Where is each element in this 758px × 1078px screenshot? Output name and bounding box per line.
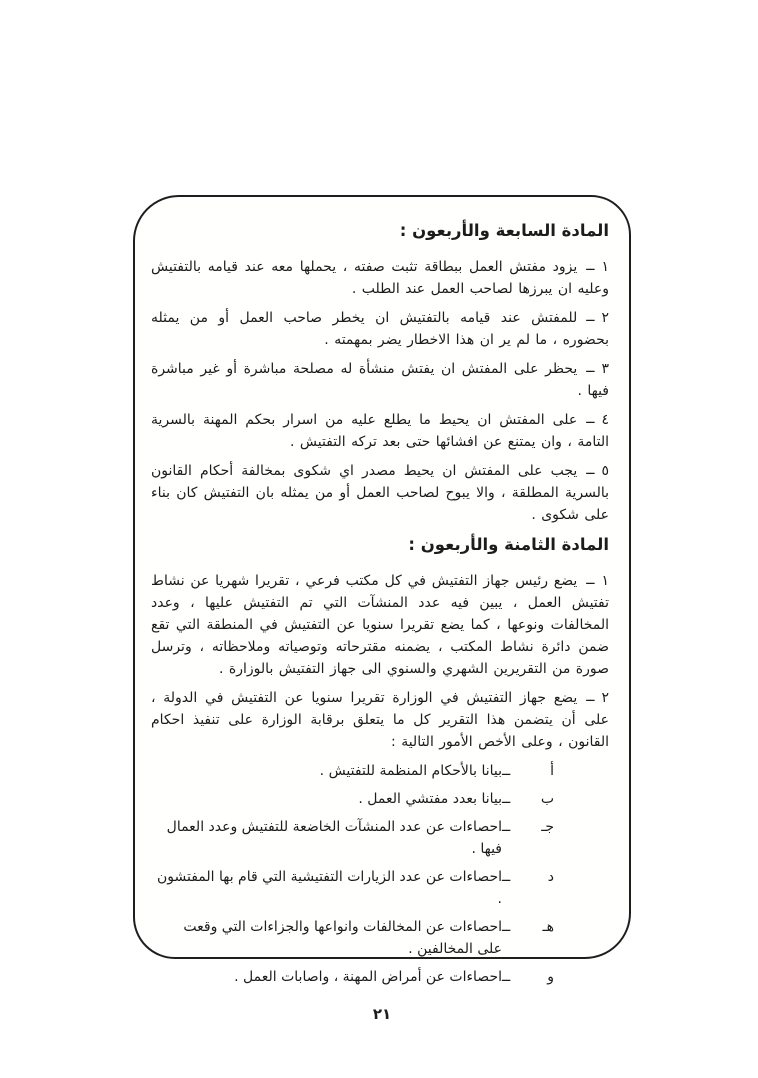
article-48-sub-item-list — [151, 760, 554, 988]
sub-item-marker — [502, 760, 554, 782]
item-dash: ــ — [502, 819, 511, 835]
article-47-item-5 — [151, 460, 609, 526]
sub-item-h — [151, 916, 554, 960]
sub-item-marker — [502, 788, 554, 810]
sub-item-text: احصاءات عن عدد الزيارات التفتيشية التي قام بها المفتشون . — [156, 869, 502, 907]
item-dash: ــ — [586, 411, 595, 427]
sub-item-letter: ب — [540, 791, 554, 807]
item-text: يزود مفتش العمل ببطاقة تثبت صفته ، يحملها معه عند قيامه بالتفتيش وعليه ان يبرزها لصاحب العمل عند الطلب . — [151, 259, 609, 297]
item-number: ١ — [601, 573, 609, 589]
article-47-item-2 — [151, 307, 609, 351]
article-47-item-1 — [151, 256, 609, 300]
sub-item-b — [151, 788, 554, 810]
item-number: ٥ — [601, 463, 609, 479]
sub-item-letter: و — [547, 969, 554, 985]
sub-item-letter: هـ — [542, 919, 554, 935]
item-dash: ــ — [502, 869, 511, 885]
sub-item-letter: أ — [550, 763, 554, 779]
item-number: ١ — [601, 259, 609, 275]
item-text: يضع جهاز التفتيش في الوزارة تقريرا سنويا عن التفتيش في الدولة ، على أن يتضمن هذا التقرير كل ما يتعلق برقابة الوزارة على تنفيذ احكام القانون ، وعلى الأخص الأمور التالية : — [151, 690, 609, 750]
sub-item-text: احصاءات عن عدد المنشآت الخاضعة للتفتيش وعدد العمال فيها . — [166, 819, 502, 857]
sub-item-text: بيانا بالأحكام المنظمة للتفتيش . — [319, 763, 502, 779]
item-dash: ــ — [586, 572, 595, 588]
sub-item-text: بيانا بعدد مفتشي العمل . — [358, 791, 502, 807]
item-text: للمفتش عند قيامه بالتفتيش ان يخطر صاحب العمل أو من يمثله بحضوره ، ما لم ير ان هذا الاخطار يضر بمهمته . — [151, 310, 609, 348]
sub-item-text: احصاءات عن المخالفات وانواعها والجزاءات التي وقعت على المخالفين . — [183, 919, 502, 957]
item-dash: ــ — [586, 309, 595, 325]
item-dash: ــ — [502, 919, 511, 935]
sub-item-marker — [502, 916, 554, 938]
item-text: يحظر على المفتش ان يفتش منشأة له مصلحة مباشرة أو غير مباشرة فيها . — [151, 361, 609, 399]
item-dash: ــ — [502, 791, 511, 807]
item-dash: ــ — [586, 689, 595, 705]
page-border-frame — [133, 195, 631, 985]
item-dash: ــ — [502, 969, 511, 985]
sub-item-a — [151, 760, 554, 782]
article-47-item-3 — [151, 358, 609, 402]
item-text: يجب على المفتش ان يحيط مصدر اي شكوى بمخالفة أحكام القانون بالسرية المطلقة ، والا يبوح لصاحب العمل أو من يمثله بان التفتيش كان بناء على شكوى . — [151, 463, 609, 523]
sub-item-marker — [502, 866, 554, 888]
page-number: ٢١ — [372, 1005, 392, 1023]
item-number: ٢ — [601, 690, 609, 706]
article-48-item-1 — [151, 570, 609, 680]
item-text: على المفتش ان يحيط ما يطلع عليه من اسرار بحكم المهنة بالسرية التامة ، وان يمتنع عن افشائها حتى بعد تركه التفتيش . — [151, 412, 609, 450]
item-number: ٤ — [601, 412, 609, 428]
item-text: يضع رئيس جهاز التفتيش في كل مكتب فرعي ، تقريرا شهريا عن نشاط تفتيش العمل ، يبين فيه عدد المنشآت التي تم التفتيش عليها ، وعدد المخالفات ونوعها ، كما يضع تقريرا سنويا عن التفتيش في المنطقة التي تقع ضمن دائرة نشاط المكتب ، يضمنه مقترحاته وتوصياته وملاحظاته ، وترسل صورة من التقريرين الشهري والسنوي الى جهاز التفتيش بالوزارة . — [151, 573, 609, 677]
item-number: ٣ — [601, 361, 609, 377]
item-number: ٢ — [601, 310, 609, 326]
article-47-item-4 — [151, 409, 609, 453]
article-47-heading: المادة السابعة والأربعون : — [399, 221, 609, 240]
item-dash: ــ — [586, 462, 595, 478]
article-48-item-2 — [151, 687, 609, 753]
sub-item-letter: جـ — [541, 819, 554, 835]
sub-item-text: احصاءات عن أمراض المهنة ، واصابات العمل . — [234, 969, 502, 985]
sub-item-d — [151, 866, 554, 910]
item-dash: ــ — [502, 763, 511, 779]
item-dash: ــ — [586, 258, 595, 274]
sub-item-w — [151, 966, 554, 988]
sub-item-j — [151, 816, 554, 860]
sub-item-marker — [502, 816, 554, 838]
sub-item-marker — [502, 966, 554, 988]
article-48-heading: المادة الثامنة والأربعون : — [408, 535, 609, 554]
sub-item-letter: د — [547, 869, 554, 885]
item-dash: ــ — [586, 360, 595, 376]
